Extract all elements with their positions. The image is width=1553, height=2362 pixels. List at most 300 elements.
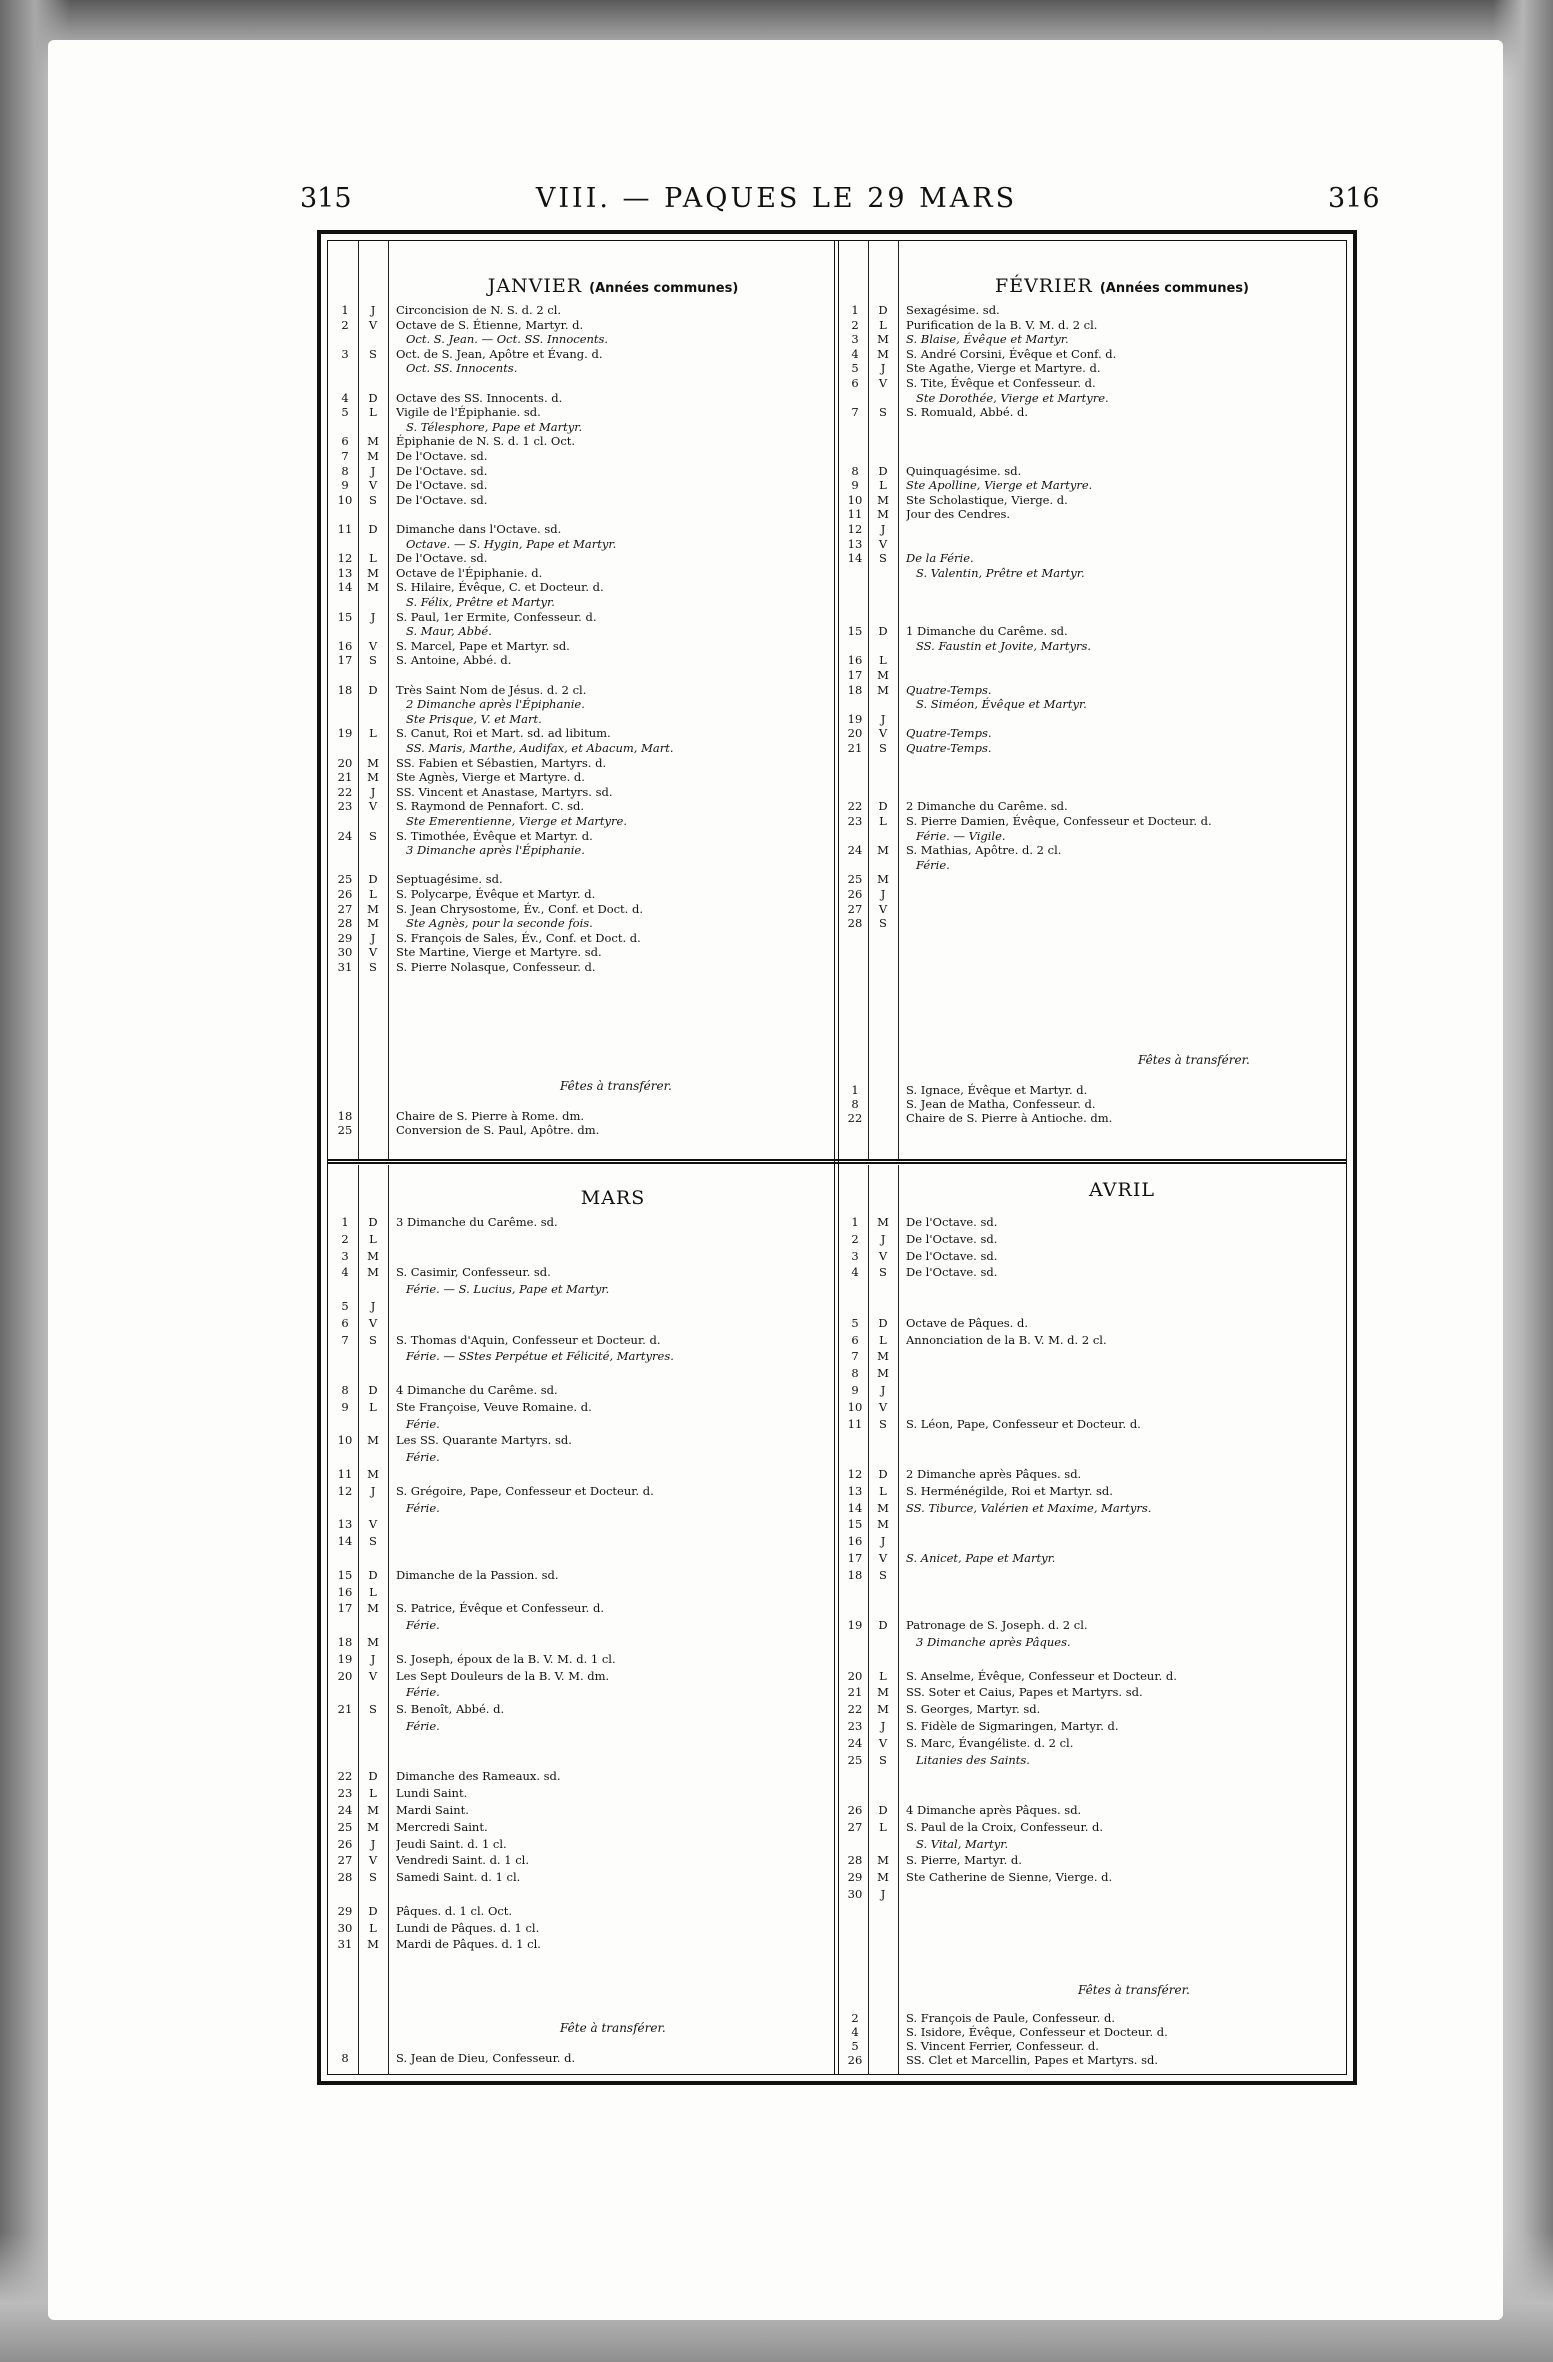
- day-number: 1: [851, 1215, 859, 1229]
- day-number: 26: [337, 1836, 353, 1851]
- weekday-letter: L: [879, 653, 887, 668]
- calendar-row: [328, 1501, 838, 1515]
- calendar-row: [838, 1820, 1346, 1834]
- day-number: 11: [847, 1416, 863, 1431]
- day-number: 26: [847, 887, 863, 901]
- weekday-letter: M: [877, 1517, 889, 1532]
- feast-text: Ste Françoise, Veuve Romaine. d.: [396, 1399, 592, 1414]
- transfer-row: [328, 1123, 838, 1137]
- transfer-row: [838, 2053, 1346, 2067]
- feast-text: Férie.: [406, 1500, 440, 1515]
- weekday-letter: J: [370, 1299, 376, 1313]
- weekday-letter: L: [879, 1668, 887, 1683]
- feast-text: Chaire de S. Pierre à Rome. dm.: [396, 1109, 585, 1123]
- weekday-letter: M: [877, 1685, 889, 1700]
- feast-text: Lundi de Pâques. d. 1 cl.: [396, 1920, 540, 1935]
- calendar-row: [328, 624, 838, 638]
- day-number: 1: [851, 1083, 859, 1097]
- day-number: 9: [851, 478, 859, 493]
- day-number: 18: [847, 1567, 863, 1582]
- calendar-row: [838, 1467, 1346, 1481]
- feast-text: Vigile de l'Épiphanie. sd.: [396, 405, 541, 420]
- weekday-letter: M: [877, 1500, 889, 1515]
- weekday-letter: V: [878, 901, 888, 916]
- day-number: 11: [337, 1467, 353, 1481]
- page-number-right: 316: [1328, 183, 1380, 214]
- weekday-letter: M: [877, 1702, 889, 1717]
- month-title: FÉVRIER (Années communes): [995, 275, 1249, 297]
- calendar-row: [838, 1568, 1346, 1582]
- calendar-row: [328, 1467, 838, 1481]
- calendar-table: [317, 230, 1357, 2085]
- calendar-row: [838, 799, 1346, 813]
- calendar-row: [838, 1333, 1346, 1347]
- calendar-row: [838, 1551, 1346, 1565]
- weekday-letter: S: [369, 653, 377, 668]
- calendar-row: [838, 1618, 1346, 1632]
- weekday-letter: J: [370, 303, 376, 317]
- calendar-row: [838, 1769, 1346, 1783]
- day-number: 28: [847, 916, 863, 931]
- feast-text: SS. Fabien et Sébastien, Martyrs. d.: [396, 755, 607, 770]
- feast-text: 3 Dimanche après Pâques.: [916, 1635, 1071, 1649]
- day-number: 9: [341, 478, 349, 493]
- feast-text: 3 Dimanche du Carême. sd.: [396, 1215, 558, 1229]
- calendar-row: [328, 332, 838, 346]
- weekday-letter: L: [369, 1786, 377, 1801]
- day-number: 12: [847, 522, 863, 536]
- calendar-row: [328, 537, 838, 551]
- feast-text: 4 Dimanche après Pâques. sd.: [906, 1803, 1082, 1817]
- feast-text: SS. Maris, Marthe, Audifax, et Abacum, Mart.: [406, 741, 674, 755]
- calendar-row: [838, 756, 1346, 770]
- calendar-row: [328, 1484, 838, 1498]
- day-number: 5: [341, 405, 349, 420]
- calendar-row: [328, 434, 838, 448]
- day-number: 26: [847, 1803, 863, 1817]
- day-number: 29: [847, 1870, 863, 1885]
- weekday-letter: M: [367, 1803, 379, 1817]
- day-number: 15: [847, 1517, 863, 1532]
- day-number: 6: [341, 434, 349, 449]
- weekday-letter: M: [367, 1248, 379, 1263]
- day-number: 25: [847, 872, 863, 887]
- calendar-row: [328, 858, 838, 872]
- calendar-row: [328, 902, 838, 916]
- weekday-letter: D: [878, 1803, 888, 1817]
- weekday-letter: D: [368, 872, 378, 887]
- feast-text: S. Thomas d'Aquin, Confesseur et Docteur. d.: [396, 1332, 661, 1347]
- calendar-row: [328, 303, 838, 317]
- weekday-letter: D: [878, 1467, 888, 1481]
- calendar-row: [328, 829, 838, 843]
- day-number: 16: [847, 1534, 863, 1549]
- weekday-letter: J: [370, 1483, 376, 1498]
- calendar-row: [838, 1501, 1346, 1515]
- day-number: 20: [847, 1668, 863, 1683]
- calendar-row: [838, 376, 1346, 390]
- day-number: 8: [341, 1383, 349, 1397]
- weekday-letter: D: [368, 1567, 378, 1582]
- weekday-letter: J: [370, 784, 376, 799]
- feast-text: De l'Octave. sd.: [396, 478, 488, 493]
- feast-text: S. Grégoire, Pape, Confesseur et Docteur. d.: [396, 1483, 654, 1498]
- feast-text: Sexagésime. sd.: [906, 303, 1000, 317]
- calendar-row: [838, 1366, 1346, 1380]
- weekday-letter: D: [368, 390, 378, 405]
- day-number: 4: [341, 390, 349, 405]
- calendar-row: [838, 507, 1346, 521]
- weekday-letter: M: [367, 580, 379, 595]
- feast-text: S. Joseph, époux de la B. V. M. d. 1 cl.: [396, 1651, 616, 1666]
- weekday-letter: M: [877, 1366, 889, 1381]
- calendar-row: [838, 1265, 1346, 1279]
- calendar-row: [838, 1652, 1346, 1666]
- day-number: 27: [847, 901, 863, 916]
- weekday-letter: J: [880, 711, 886, 726]
- calendar-row: [328, 1585, 838, 1599]
- feast-text: S. Pierre, Martyr. d.: [906, 1853, 1022, 1868]
- feast-text: Ste Agathe, Vierge et Martyre. d.: [906, 361, 1101, 376]
- day-number: 22: [337, 784, 353, 799]
- feast-text: De l'Octave. sd.: [396, 492, 488, 507]
- calendar-row: [328, 683, 838, 697]
- day-number: 3: [851, 332, 859, 347]
- day-number: 3: [851, 1248, 859, 1263]
- feast-text: Férie. — Vigile.: [916, 828, 1006, 843]
- feast-text: Litanies des Saints.: [916, 1752, 1030, 1767]
- calendar-row: [328, 522, 838, 536]
- feast-text: Dimanche dans l'Octave. sd.: [396, 522, 562, 536]
- feast-text: Samedi Saint. d. 1 cl.: [396, 1870, 521, 1885]
- feast-text: Jour des Cendres.: [906, 507, 1011, 522]
- weekday-letter: D: [368, 522, 378, 536]
- day-number: 14: [337, 580, 353, 595]
- feast-text: S. Pierre Nolasque, Confesseur. d.: [396, 960, 596, 974]
- feast-text: S. Mathias, Apôtre. d. 2 cl.: [906, 843, 1062, 858]
- calendar-row: [328, 464, 838, 478]
- day-number: 6: [341, 1315, 349, 1330]
- feast-text: Purification de la B. V. M. d. 2 cl.: [906, 317, 1098, 332]
- feast-text: SS. Tiburce, Valérien et Maxime, Martyrs.: [906, 1500, 1152, 1515]
- day-number: 1: [851, 303, 859, 317]
- feast-text: Octave de S. Étienne, Martyr. d.: [396, 317, 584, 332]
- day-number: 20: [337, 755, 353, 770]
- day-number: 2: [851, 1231, 859, 1246]
- day-number: 19: [847, 711, 863, 726]
- day-number: 16: [337, 638, 353, 653]
- calendar-row: [838, 522, 1346, 536]
- calendar-row: [838, 1349, 1346, 1363]
- weekday-letter: J: [370, 463, 376, 478]
- weekday-letter: M: [877, 682, 889, 697]
- weekday-letter: J: [880, 1534, 886, 1549]
- weekday-letter: J: [370, 1651, 376, 1666]
- weekday-letter: V: [878, 726, 888, 741]
- transfer-title: Fêtes à transférer.: [1138, 1053, 1250, 1067]
- weekday-letter: L: [369, 1399, 377, 1414]
- calendar-row: [838, 741, 1346, 755]
- day-number: 5: [851, 1315, 859, 1330]
- weekday-letter: V: [368, 1315, 378, 1330]
- feast-text: Quatre-Temps.: [906, 682, 992, 697]
- calendar-row: [838, 1316, 1346, 1330]
- transfer-row: [838, 2039, 1346, 2053]
- weekday-letter: V: [368, 1853, 378, 1868]
- day-number: 9: [341, 1399, 349, 1414]
- calendar-row: [328, 493, 838, 507]
- calendar-row: [838, 391, 1346, 405]
- day-number: 5: [851, 361, 859, 376]
- month-mars: [328, 1165, 838, 2075]
- calendar-row: [838, 332, 1346, 346]
- weekday-letter: L: [369, 405, 377, 420]
- calendar-row: [838, 829, 1346, 843]
- day-number: 14: [337, 1534, 353, 1549]
- weekday-letter: V: [368, 1668, 378, 1683]
- calendar-row: [838, 1803, 1346, 1817]
- day-number: 30: [337, 945, 353, 960]
- feast-text: Ste Dorothée, Vierge et Martyre.: [916, 390, 1109, 405]
- day-number: 3: [341, 1248, 349, 1263]
- calendar-row: [838, 580, 1346, 594]
- calendar-row: [328, 1769, 838, 1783]
- calendar-row: [838, 1601, 1346, 1615]
- calendar-row: [328, 916, 838, 930]
- calendar-row: [328, 1618, 838, 1632]
- calendar-row: [838, 303, 1346, 317]
- day-number: 24: [847, 1735, 863, 1750]
- calendar-row: [838, 843, 1346, 857]
- day-number: 25: [337, 872, 353, 887]
- weekday-letter: L: [369, 1920, 377, 1935]
- weekday-letter: S: [369, 828, 377, 843]
- feast-text: Férie.: [916, 857, 950, 872]
- feast-text: 2 Dimanche après l'Épiphanie.: [406, 697, 585, 712]
- weekday-letter: M: [877, 346, 889, 361]
- calendar-row: [838, 624, 1346, 638]
- weekday-letter: L: [879, 317, 887, 332]
- calendar-row: [328, 1400, 838, 1414]
- calendar-row: [328, 318, 838, 332]
- weekday-letter: M: [877, 507, 889, 522]
- calendar-row: [328, 1417, 838, 1431]
- calendar-row: [838, 726, 1346, 740]
- calendar-row: [328, 1719, 838, 1733]
- feast-text: Férie.: [406, 1618, 440, 1633]
- feast-text: Quatre-Temps.: [906, 726, 992, 741]
- feast-text: Épiphanie de N. S. d. 1 cl. Oct.: [396, 434, 576, 449]
- feast-text: Vendredi Saint. d. 1 cl.: [396, 1853, 529, 1868]
- transfer-title: Fêtes à transférer.: [560, 1079, 672, 1093]
- weekday-letter: M: [877, 1349, 889, 1364]
- weekday-letter: V: [368, 638, 378, 653]
- calendar-row: [838, 668, 1346, 682]
- feast-text: SS. Vincent et Anastase, Martyrs. sd.: [396, 784, 613, 799]
- feast-text: Ste Emerentienne, Vierge et Martyre.: [406, 814, 628, 828]
- weekday-letter: M: [877, 843, 889, 858]
- feast-text: Octave des SS. Innocents. d.: [396, 390, 563, 405]
- feast-text: SS. Soter et Caius, Papes et Martyrs. sd.: [906, 1685, 1143, 1700]
- day-number: 24: [337, 1803, 353, 1817]
- weekday-letter: V: [878, 536, 888, 551]
- day-number: 8: [341, 2051, 349, 2065]
- day-number: 10: [847, 1399, 863, 1414]
- day-number: 31: [337, 1937, 353, 1952]
- calendar-row: [838, 916, 1346, 930]
- feast-text: De l'Octave. sd.: [906, 1248, 998, 1263]
- calendar-row: [838, 595, 1346, 609]
- weekday-letter: L: [369, 887, 377, 901]
- calendar-row: [328, 1921, 838, 1935]
- day-number: 4: [851, 346, 859, 361]
- day-number: 5: [851, 2039, 859, 2053]
- feast-text: S. Paul, 1er Ermite, Confesseur. d.: [396, 609, 597, 624]
- weekday-letter: L: [369, 551, 377, 566]
- calendar-row: [328, 726, 838, 740]
- day-number: 17: [847, 1551, 863, 1565]
- calendar-row: [838, 1433, 1346, 1447]
- day-number: 24: [847, 843, 863, 858]
- feast-text: S. Isidore, Évêque, Confesseur et Docteur. d.: [906, 2025, 1168, 2039]
- day-number: 12: [337, 1483, 353, 1498]
- feast-text: De la Férie.: [906, 551, 974, 566]
- feast-text: Octave de Pâques. d.: [906, 1315, 1029, 1330]
- calendar-row: [328, 1215, 838, 1229]
- day-number: 18: [337, 1109, 353, 1123]
- feast-text: Patronage de S. Joseph. d. 2 cl.: [906, 1618, 1088, 1633]
- weekday-letter: M: [367, 770, 379, 785]
- day-number: 1: [341, 303, 349, 317]
- feast-text: S. Antoine, Abbé. d.: [396, 653, 512, 668]
- day-number: 8: [341, 463, 349, 478]
- feast-text: SS. Clet et Marcellin, Papes et Martyrs. sd.: [906, 2053, 1158, 2067]
- weekday-letter: V: [878, 1735, 888, 1750]
- day-number: 8: [851, 1366, 859, 1381]
- feast-text: S. Benoît, Abbé. d.: [396, 1702, 505, 1717]
- weekday-letter: S: [879, 1567, 887, 1582]
- calendar-row: [328, 1837, 838, 1851]
- calendar-row: [838, 318, 1346, 332]
- day-number: 13: [847, 536, 863, 551]
- month-fevrier: [838, 241, 1346, 1159]
- calendar-row: [328, 1333, 838, 1347]
- calendar-row: [838, 420, 1346, 434]
- calendar-row: [838, 566, 1346, 580]
- calendar-row: [838, 1249, 1346, 1263]
- weekday-letter: S: [369, 1702, 377, 1717]
- weekday-letter: M: [367, 755, 379, 770]
- transfer-row: [838, 1111, 1346, 1125]
- feast-text: S. Hilaire, Évêque, C. et Docteur. d.: [396, 580, 604, 595]
- feast-text: 4 Dimanche du Carême. sd.: [396, 1383, 558, 1397]
- calendar-row: [838, 1702, 1346, 1716]
- feast-text: Férie. — S. Lucius, Pape et Martyr.: [406, 1282, 610, 1297]
- weekday-letter: J: [880, 522, 886, 536]
- calendar-row: [328, 1232, 838, 1246]
- feast-text: S. Fidèle de Sigmaringen, Martyr. d.: [906, 1719, 1119, 1733]
- feast-text: S. Romuald, Abbé. d.: [906, 405, 1029, 420]
- calendar-row: [838, 1534, 1346, 1548]
- feast-text: De l'Octave. sd.: [396, 449, 488, 463]
- day-number: 15: [337, 1567, 353, 1582]
- calendar-row: [838, 639, 1346, 653]
- day-number: 7: [341, 1332, 349, 1347]
- day-number: 17: [847, 668, 863, 682]
- day-number: 7: [341, 449, 349, 463]
- weekday-letter: V: [878, 1551, 888, 1565]
- day-number: 11: [337, 522, 353, 536]
- calendar-row: [328, 1568, 838, 1582]
- feast-text: 1 Dimanche du Carême. sd.: [906, 624, 1068, 639]
- calendar-row: [328, 799, 838, 813]
- day-number: 19: [337, 726, 353, 741]
- calendar-row: [838, 1282, 1346, 1296]
- calendar-row: [328, 1551, 838, 1565]
- calendar-row: [328, 756, 838, 770]
- calendar-row: [328, 945, 838, 959]
- feast-text: Oct. SS. Innocents.: [406, 361, 518, 376]
- calendar-row: [328, 712, 838, 726]
- weekday-letter: D: [878, 1618, 888, 1633]
- calendar-row: [328, 1702, 838, 1716]
- day-number: 25: [337, 1123, 353, 1137]
- feast-text: Dimanche des Rameaux. sd.: [396, 1769, 561, 1784]
- day-number: 21: [337, 1702, 353, 1717]
- calendar-row: [328, 668, 838, 682]
- day-number: 17: [337, 1601, 353, 1616]
- calendar-row: [328, 960, 838, 974]
- feast-text: Quinquagésime. sd.: [906, 463, 1022, 478]
- feast-text: S. Marc, Évangéliste. d. 2 cl.: [906, 1735, 1074, 1750]
- feast-text: Férie.: [406, 1416, 440, 1431]
- calendar-row: [328, 814, 838, 828]
- day-number: 16: [337, 1584, 353, 1599]
- calendar-row: [838, 464, 1346, 478]
- calendar-row: [838, 1400, 1346, 1414]
- feast-text: Ste Catherine de Sienne, Vierge. d.: [906, 1870, 1113, 1885]
- day-number: 8: [851, 463, 859, 478]
- transfer-row: [838, 2025, 1346, 2039]
- day-number: 14: [847, 551, 863, 566]
- weekday-letter: J: [370, 609, 376, 624]
- feast-text: SS. Faustin et Jovite, Martyrs.: [916, 638, 1092, 653]
- calendar-row: [328, 872, 838, 886]
- feast-text: S. Blaise, Évêque et Martyr.: [906, 332, 1069, 347]
- feast-text: Jeudi Saint. d. 1 cl.: [396, 1836, 507, 1851]
- calendar-row: [838, 610, 1346, 624]
- day-number: 22: [847, 1702, 863, 1717]
- calendar-row: [328, 1601, 838, 1615]
- page-title: VIII. — PAQUES LE 29 MARS: [535, 183, 1018, 214]
- day-number: 1: [341, 1215, 349, 1229]
- feast-text: S. Léon, Pape, Confesseur et Docteur. d.: [906, 1416, 1141, 1431]
- transfer-title: Fêtes à transférer.: [1078, 1983, 1190, 1997]
- weekday-letter: M: [367, 901, 379, 916]
- day-number: 22: [847, 1111, 863, 1125]
- weekday-letter: D: [368, 1383, 378, 1397]
- calendar-row: [328, 1736, 838, 1750]
- calendar-row: [328, 843, 838, 857]
- day-number: 18: [337, 1635, 353, 1649]
- feast-text: De l'Octave. sd.: [396, 551, 488, 566]
- calendar-row: [328, 405, 838, 419]
- calendar-row: [838, 1669, 1346, 1683]
- day-number: 20: [847, 726, 863, 741]
- weekday-letter: L: [879, 814, 887, 828]
- calendar-row: [328, 1450, 838, 1464]
- weekday-letter: J: [370, 930, 376, 945]
